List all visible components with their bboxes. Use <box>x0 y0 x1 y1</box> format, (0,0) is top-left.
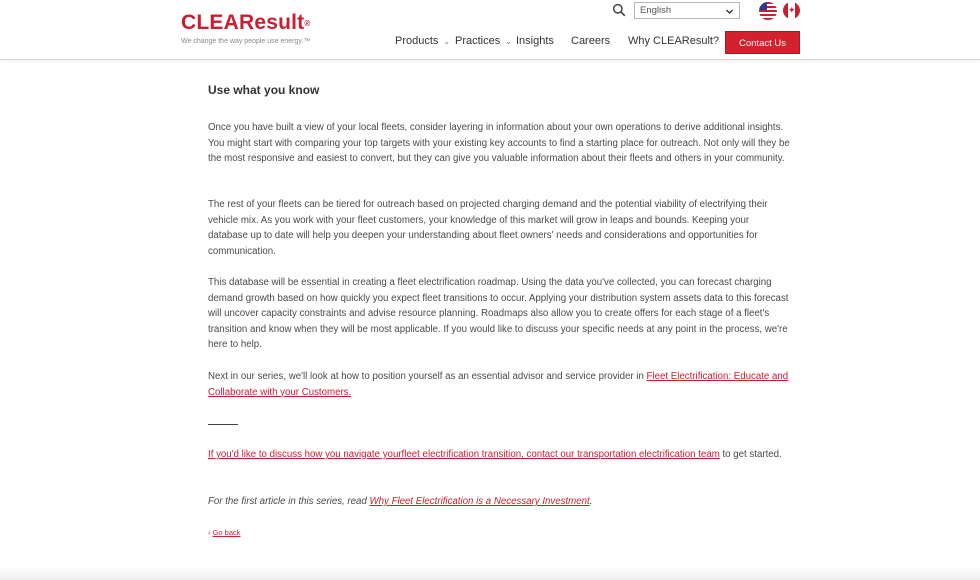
paragraph-6: For the first article in this series, read Why Fleet Electrification is a Necessary Investment. <box>208 496 593 507</box>
nav-products[interactable]: Products ⌄ <box>395 35 451 47</box>
paragraph-2: The rest of your fleets can be tiered for outreach based on projected charging demand and the potential viability of electrifying their vehicle mix. As you work with your fleet customers, your knowledge of this market will grow in leaps and bounds. Keeping your database up to date will help you deepen your understanding about fleet owners' needs and considerations and opportunities for communication. <box>208 199 768 257</box>
language-selected: English <box>640 5 672 16</box>
nav-careers[interactable]: Careers <box>571 35 611 47</box>
paragraph-5: If you'd like to discuss how you navigate yourfleet electrification transition, contact our transportation electrification team to get started. <box>208 449 782 460</box>
chevron-left-icon: ‹ <box>208 528 211 537</box>
nav-practices[interactable]: Practices ⌄ <box>455 35 512 47</box>
logo-wordmark: CLEAResult® <box>181 11 311 34</box>
contact-transportation-team-link[interactable]: If you'd like to discuss how you navigate yourfleet electrification transition, contact our transportation electrification team <box>208 449 720 460</box>
chevron-down-icon: ⌄ <box>505 37 512 46</box>
chevron-down-icon <box>725 7 734 16</box>
site-header <box>0 0 980 60</box>
paragraph-1: Once you have built a view of your local fleets, consider layering in information about your own operations to derive additional insights. You might start with comparing your top targets with your existing key accounts to find a starting place for outreach. Not only will they be the most responsive and easiest to convert, but they can give you valuable information about their fleets and others in your community. <box>208 122 790 165</box>
paragraph-4: Next in our series, we'll look at how to position yourself as an essential advisor and service provider in Fleet Electrification: Educate and Collaborate with your Customers. <box>208 371 789 398</box>
clearesult-logo[interactable] <box>181 12 310 45</box>
educate-collaborate-link[interactable]: Fleet Electrification: Educate and Collaborate with your Customers. <box>208 371 789 398</box>
us-flag-icon[interactable] <box>759 2 777 20</box>
canada-flag-icon[interactable]: ✦ <box>783 2 800 19</box>
nav-insights[interactable]: Insights <box>516 35 554 47</box>
nav-why-clearesult[interactable]: Why CLEAResult? <box>628 35 731 47</box>
divider <box>208 424 238 425</box>
contact-us-button[interactable]: Contact Us <box>726 32 799 53</box>
paragraph-3: This database will be essential in creating a fleet electrification roadmap. Using the data you've collected, you can forecast charging demand growth based on how quickly you expect fleet transitions to occur. Applying your distribution system assets data to this forecast will uncover capacity constraints and advise resource planning. Roadmaps also allow you to create offers for each stage of a fleet's transition and know when they will be most applicable. If you would like to discuss your specific needs at any point in the process, we're here to help. <box>208 277 789 351</box>
language-select[interactable] <box>634 2 740 19</box>
section-heading: Use what you know <box>208 83 320 97</box>
chevron-down-icon: ⌄ <box>443 37 451 46</box>
footer-edge <box>0 566 980 580</box>
search-icon[interactable] <box>612 3 626 17</box>
logo-tagline: We change the way people use energy.™ <box>181 38 311 45</box>
first-article-link[interactable]: Why Fleet Electrification is a Necessary Investment <box>369 496 590 507</box>
go-back-link[interactable]: ‹ Go back <box>208 528 241 537</box>
